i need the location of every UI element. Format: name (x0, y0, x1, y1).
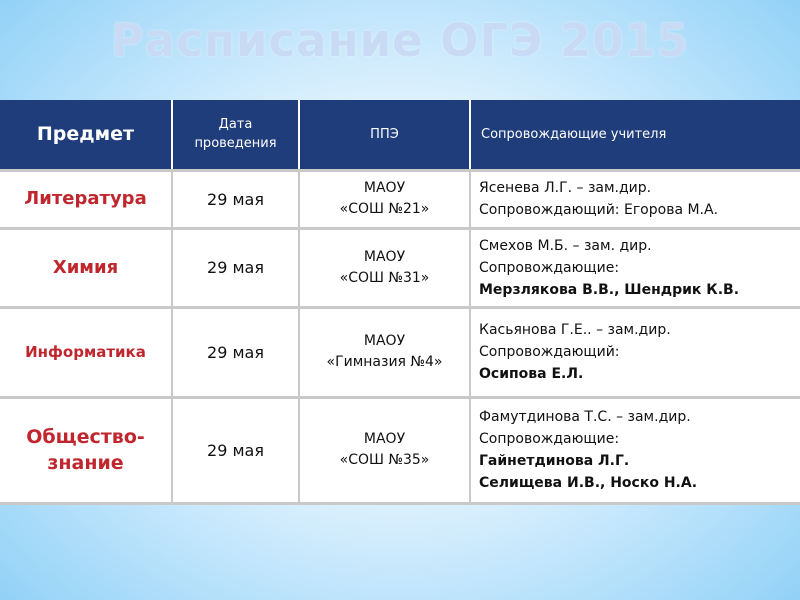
header-teachers: Сопровождающие учителя (481, 126, 667, 142)
ppe-line: «СОШ №21» (339, 201, 430, 217)
subject-cell (0, 307, 172, 397)
header-date-line2: проведения (194, 136, 277, 152)
teacher-line: Касьянова Г.Е.. – зам.дир. (479, 322, 671, 338)
table-header-row (0, 100, 800, 170)
subject-name: Химия (52, 256, 119, 278)
ppe-line: «СОШ №31» (339, 269, 430, 286)
subject-cell (0, 228, 172, 307)
ppe-cell (299, 307, 470, 397)
teacher-line: Осипова Е.Л. (479, 366, 584, 382)
teacher-line: Сопровождающий: Егорова М.А. (479, 202, 719, 218)
date-cell: 29 мая (172, 228, 299, 307)
ppe-cell (299, 170, 470, 228)
schedule-table (0, 100, 800, 505)
date-cell: 29 мая (172, 170, 299, 228)
ppe-line: МАОУ (363, 180, 406, 196)
subject-name: Информатика (25, 343, 146, 361)
table-row (0, 228, 800, 307)
table-row (0, 170, 800, 228)
ppe-cell (299, 397, 470, 503)
teachers-cell (470, 170, 800, 228)
ppe-cell (299, 228, 470, 307)
teacher-line: Сопровождающие: (479, 259, 620, 276)
teachers-cell (470, 307, 800, 397)
teacher-line: Гайнетдинова Л.Г. (479, 453, 630, 469)
ppe-line: МАОУ (363, 431, 406, 447)
teacher-line: Мерзлякова В.В., Шендрик К.В. (479, 281, 740, 298)
table-row (0, 307, 800, 397)
subject-name: Общество- (26, 426, 145, 448)
subject-cell (0, 397, 172, 503)
subject-name: Литература (24, 188, 147, 209)
header-date (172, 100, 299, 170)
header-date-line1: Дата (218, 117, 253, 133)
teacher-line: Ясенева Л.Г. – зам.дир. (479, 180, 652, 196)
date-cell: 29 мая (172, 307, 299, 397)
teacher-line: Смехов М.Б. – зам. дир. (479, 237, 652, 254)
teacher-line: Сопровождающий: (479, 344, 620, 360)
slide-title: Расписание ОГЭ 2015 (110, 14, 690, 67)
table-row (0, 397, 800, 503)
date-cell: 29 мая (172, 397, 299, 503)
teacher-line: Сопровождающие: (479, 431, 620, 447)
subject-cell (0, 170, 172, 228)
table-body (0, 170, 800, 503)
ppe-line: «Гимназия №4» (326, 354, 443, 370)
teachers-cell (470, 397, 800, 503)
header-subject: Предмет (0, 100, 172, 170)
ppe-line: МАОУ (363, 333, 406, 349)
teacher-line: Фамутдинова Т.С. – зам.дир. (479, 409, 691, 425)
teacher-line: Селищева И.В., Носко Н.А. (479, 475, 698, 491)
subject-name: знание (47, 452, 124, 474)
ppe-line: «СОШ №35» (339, 452, 430, 468)
header-ppe: ППЭ (299, 100, 470, 170)
ppe-line: МАОУ (363, 248, 406, 265)
teachers-cell (470, 228, 800, 307)
